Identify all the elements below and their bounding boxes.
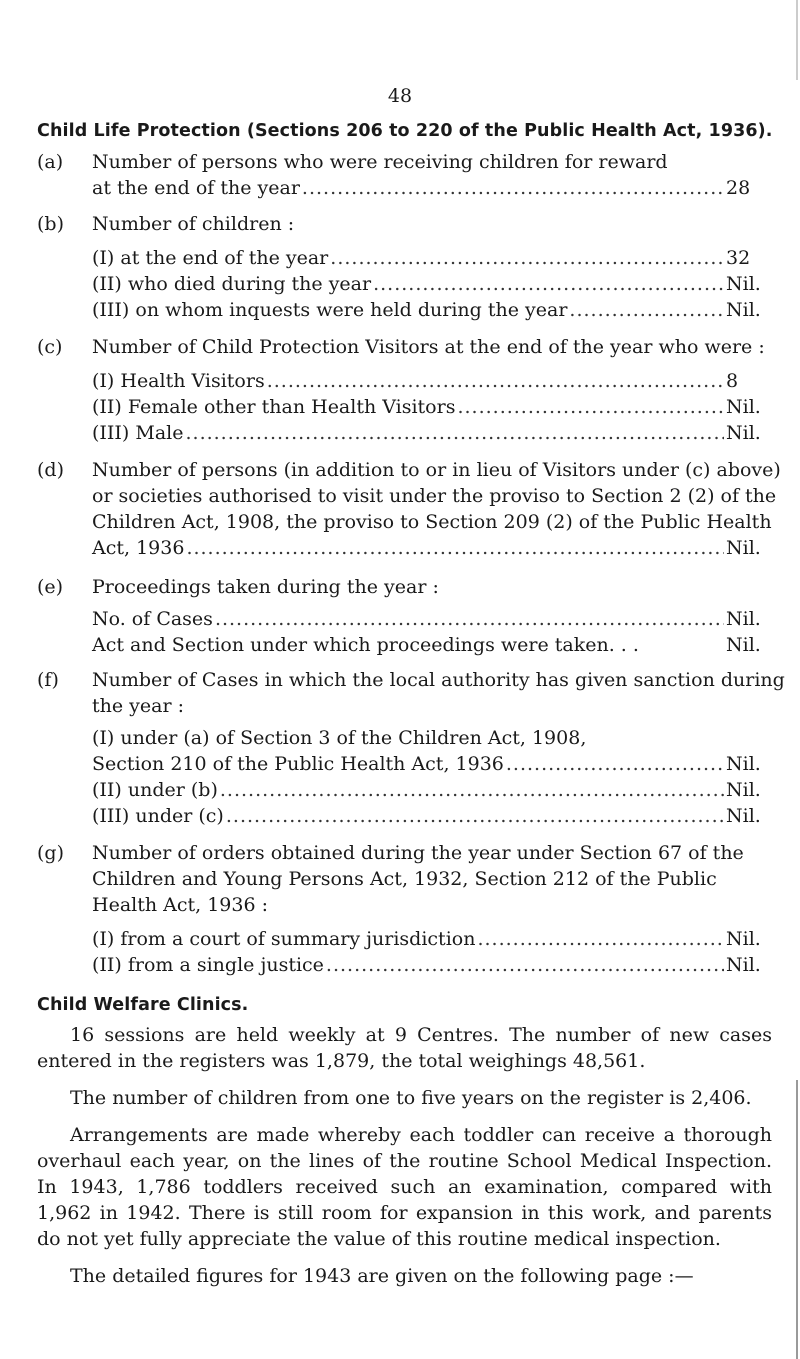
item-g bbox=[37, 840, 770, 978]
item-text: Health Act, 1936 : bbox=[92, 894, 269, 916]
sub-value: Nil. bbox=[726, 805, 761, 827]
sub-label: (II) who died during the year bbox=[92, 273, 372, 295]
sub-row bbox=[92, 245, 770, 271]
item-f bbox=[37, 667, 785, 829]
item-letter: (c) bbox=[37, 336, 63, 358]
dot-leader bbox=[215, 606, 724, 632]
sub-row bbox=[92, 926, 770, 952]
item-text: Number of Child Protection Visitors at the end of the year who were : bbox=[92, 336, 765, 358]
dot-leader bbox=[226, 803, 724, 829]
sub-value: Nil. bbox=[726, 299, 761, 321]
section-heading-child-welfare-clinics: Child Welfare Clinics. bbox=[37, 995, 249, 1015]
sub-value: 8 bbox=[726, 370, 739, 392]
item-row bbox=[92, 535, 770, 561]
sub-label: Act and Section under which proceedings were taken. . . bbox=[92, 634, 639, 656]
item-letter: (f) bbox=[37, 669, 59, 691]
sub-label: (III) on whom inquests were held during the year bbox=[92, 299, 568, 321]
paragraph: Arrangements are made whereby each toddler can receive a thorough overhaul each year, on the lines of the routine School Medical Inspection. In 1943, 1,786 toddlers received such an examination, compared with 1,962 in 1942. There is still room for expansion in this work, and parents do not yet fully appreciate the value of this routine medical inspection. bbox=[37, 1124, 772, 1250]
dot-leader bbox=[326, 952, 724, 978]
sub-row bbox=[92, 394, 770, 420]
sub-value: Nil. bbox=[726, 422, 761, 444]
sub-row bbox=[92, 606, 770, 632]
sub-label: (III) Male bbox=[92, 422, 184, 444]
item-b bbox=[37, 211, 770, 323]
sub-value: Nil. bbox=[726, 954, 761, 976]
item-letter: (e) bbox=[37, 576, 64, 598]
sub-label: (II) Female other than Health Visitors bbox=[92, 396, 456, 418]
item-row bbox=[92, 175, 770, 201]
page-number: 48 bbox=[387, 85, 413, 107]
sub-value: Nil. bbox=[726, 273, 761, 295]
paragraph: The number of children from one to five years on the register is 2,406. bbox=[70, 1087, 752, 1109]
sub-value: Nil. bbox=[726, 634, 761, 656]
item-text: Number of Cases in which the local authority has given sanction during bbox=[92, 669, 785, 691]
item-letter: (d) bbox=[37, 459, 64, 481]
sub-list bbox=[92, 606, 770, 658]
sub-row bbox=[92, 632, 770, 658]
welfare-text bbox=[37, 1022, 772, 1289]
sub-value: Nil. bbox=[726, 396, 761, 418]
item-letter: (a) bbox=[37, 151, 64, 173]
paragraph: 16 sessions are held weekly at 9 Centres. The number of new cases entered in the registers was 1,879, the total weighings 48,561. bbox=[37, 1024, 772, 1072]
item-text: the year : bbox=[92, 695, 184, 717]
sub-label: (I) Health Visitors bbox=[92, 370, 265, 392]
sub-row bbox=[92, 952, 770, 978]
item-text: Children and Young Persons Act, 1932, Section 212 of the Public bbox=[92, 868, 717, 890]
page-edge-shadow bbox=[796, 1080, 798, 1359]
sub-row bbox=[92, 271, 770, 297]
item-text: Number of persons (in addition to or in lieu of Visitors under (c) above) bbox=[92, 459, 781, 481]
dot-leader bbox=[302, 175, 724, 201]
sub-value: Nil. bbox=[726, 928, 761, 950]
sub-row bbox=[92, 420, 770, 446]
dot-leader bbox=[457, 394, 724, 420]
dot-leader bbox=[220, 777, 724, 803]
item-text: Proceedings taken during the year : bbox=[92, 576, 439, 598]
sub-value: Nil. bbox=[726, 779, 761, 801]
sub-row bbox=[92, 297, 770, 323]
sub-list bbox=[92, 926, 770, 978]
section-heading-child-life-protection: Child Life Protection (Sections 206 to 220 of the Public Health Act, 1936). bbox=[37, 121, 773, 141]
dot-leader bbox=[569, 297, 724, 323]
item-label: at the end of the year bbox=[92, 177, 300, 199]
sub-text: (I) under (a) of Section 3 of the Children Act, 1908, bbox=[92, 727, 587, 749]
item-letter: (b) bbox=[37, 213, 64, 235]
sub-label: (II) under (b) bbox=[92, 779, 218, 801]
sub-row bbox=[92, 777, 770, 803]
sub-row bbox=[92, 751, 770, 777]
sub-row bbox=[92, 368, 770, 394]
dot-leader bbox=[185, 420, 724, 446]
item-text: Number of children : bbox=[92, 213, 295, 235]
sub-label: No. of Cases bbox=[92, 608, 213, 630]
sub-list bbox=[92, 725, 770, 829]
item-text: Number of orders obtained during the year under Section 67 of the bbox=[92, 842, 744, 864]
sub-list bbox=[92, 368, 770, 446]
dot-leader bbox=[373, 271, 724, 297]
item-text: or societies authorised to visit under the proviso to Section 2 (2) of the bbox=[92, 485, 777, 507]
paragraph: The detailed figures for 1943 are given on the following page :— bbox=[70, 1265, 694, 1287]
dot-leader bbox=[506, 751, 724, 777]
sub-value: 32 bbox=[726, 247, 751, 269]
page-edge-shadow bbox=[796, 0, 798, 80]
dot-leader bbox=[477, 926, 724, 952]
item-d bbox=[37, 457, 781, 561]
item-label: Act, 1936 bbox=[92, 537, 185, 559]
sub-row bbox=[92, 803, 770, 829]
item-c bbox=[37, 334, 770, 446]
sub-value: Nil. bbox=[726, 753, 761, 775]
sub-value: Nil. bbox=[726, 608, 761, 630]
dot-leader bbox=[267, 368, 724, 394]
item-value: 28 bbox=[726, 177, 751, 199]
sub-label: (I) from a court of summary jurisdiction bbox=[92, 928, 476, 950]
item-value: Nil. bbox=[726, 537, 761, 559]
sub-label: (II) from a single justice bbox=[92, 954, 324, 976]
sub-label: Section 210 of the Public Health Act, 1936 bbox=[92, 753, 504, 775]
item-text: Children Act, 1908, the proviso to Section 209 (2) of the Public Health bbox=[92, 511, 772, 533]
item-a bbox=[37, 149, 770, 201]
dot-leader bbox=[330, 245, 724, 271]
sub-list bbox=[92, 245, 770, 323]
sub-label: (III) under (c) bbox=[92, 805, 224, 827]
item-letter: (g) bbox=[37, 842, 64, 864]
sub-label: (I) at the end of the year bbox=[92, 247, 329, 269]
item-text: Number of persons who were receiving children for reward bbox=[92, 151, 668, 173]
item-e bbox=[37, 574, 770, 658]
dot-leader bbox=[186, 535, 724, 561]
